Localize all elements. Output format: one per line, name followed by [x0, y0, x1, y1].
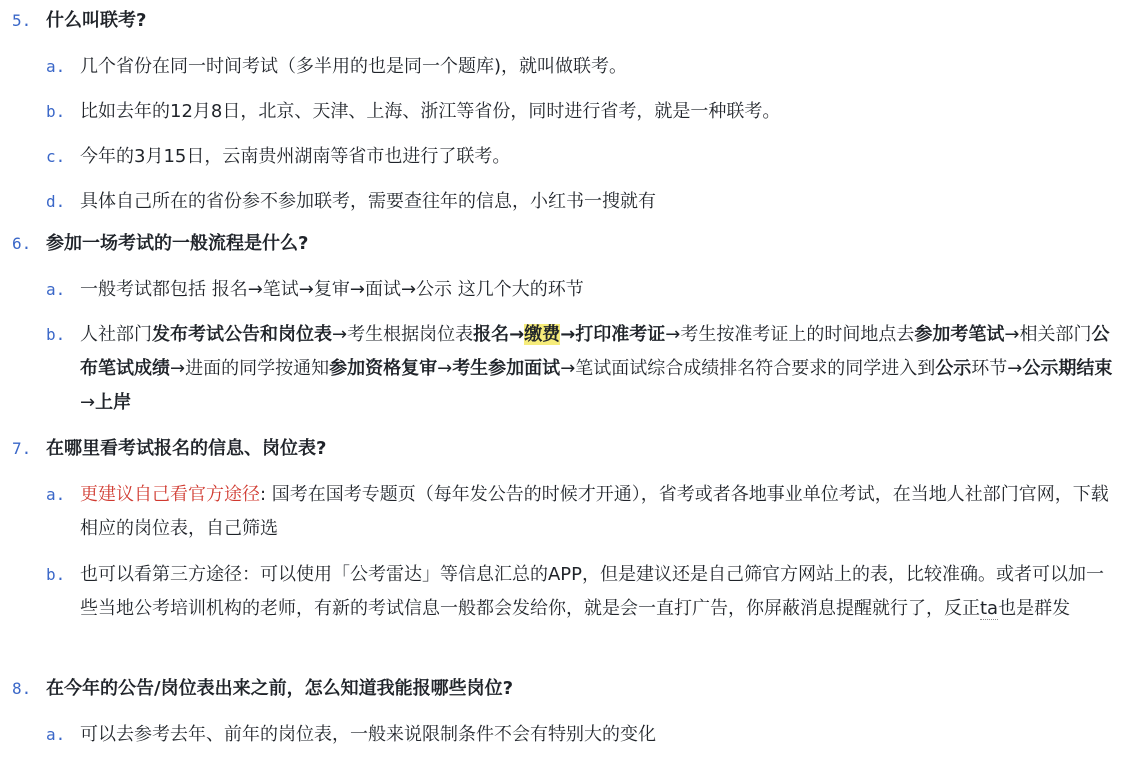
red-emphasis-text: 更建议自己看官方途径 — [80, 484, 260, 505]
list-letter: a. — [46, 485, 66, 504]
question-text: 在今年的公告/岗位表出来之前，怎么知道我能报哪些岗位? — [46, 678, 514, 699]
question-7 — [12, 432, 1126, 468]
list-item — [12, 273, 1126, 318]
question-8 — [12, 672, 1126, 708]
list-number: 6. — [12, 234, 32, 253]
flow-bold: 公布笔试成绩 — [80, 324, 1110, 379]
item-text-rest: : 国考在国考专题页（每年发公告的时候才开通），省考或者各地事业单位考试，在当地人社部门官网，下载相应的岗位表，自己筛选 — [80, 484, 1109, 539]
item-text: 具体自己所在的省份参不参加联考，需要查往年的信息，小红书一搜就有 — [80, 191, 656, 212]
flow-bold: 发布考试公告和岗位表 — [152, 324, 332, 345]
item-text — [80, 318, 1126, 420]
flow-text: →进面的同学按通知 — [170, 358, 330, 379]
item-text: 今年的3月15日，云南贵州湖南等省市也进行了联考。 — [80, 146, 511, 167]
list-number: 5. — [12, 11, 32, 30]
flow-bold: 参加资格复审 — [329, 358, 438, 379]
list-letter: b. — [46, 325, 66, 344]
flow-bold: 公示 — [935, 358, 972, 379]
list-item — [12, 140, 1126, 185]
flow-bold: 打印准考证 — [575, 324, 666, 345]
flow-text: → — [437, 358, 453, 379]
item-text: 可以去参考去年、前年的岗位表，一般来说限制条件不会有特别大的变化 — [80, 724, 656, 745]
flow-text: → — [80, 392, 96, 413]
question-text: 在哪里看考试报名的信息、岗位表? — [46, 438, 327, 459]
flow-bold: 参加考笔试 — [914, 324, 1005, 345]
list-letter: b. — [46, 565, 66, 584]
question-6 — [12, 227, 1126, 263]
list-item — [12, 318, 1126, 432]
list-letter: d. — [46, 192, 66, 211]
flow-text: 环节→ — [971, 358, 1023, 379]
question-5 — [12, 4, 1126, 40]
item-text — [80, 558, 1126, 626]
flow-text: →相关部门 — [1004, 324, 1092, 345]
flow-bold: 考生参加面试 — [452, 358, 561, 379]
list-item — [12, 558, 1126, 672]
flow-bold: 上岸 — [95, 392, 132, 413]
question-text: 参加一场考试的一般流程是什么? — [46, 233, 309, 254]
list-item — [12, 478, 1126, 558]
flow-arrow: → — [509, 324, 525, 345]
dotted-underlined-word: ta — [980, 598, 999, 619]
flow-text: →考生根据岗位表 — [332, 324, 474, 345]
flow-text: →考生按准考证上的时间地点去 — [665, 324, 915, 345]
question-text: 什么叫联考? — [46, 10, 147, 31]
list-letter: a. — [46, 57, 66, 76]
flow-text: 人社部门 — [80, 324, 152, 345]
list-letter: a. — [46, 280, 66, 299]
item-text-main: 也可以看第三方途径：可以使用「公考雷达」等信息汇总的APP，但是建议还是自己筛官方网站上的表，比较准确。或者可以加一些当地公考培训机构的老师，有新的考试信息一般都会发给你，就是会一直打广告，你屏蔽消息提醒就行了，反正 — [80, 564, 1105, 619]
list-number: 7. — [12, 439, 32, 458]
flow-bold: 公示期结束 — [1022, 358, 1113, 379]
list-item — [12, 50, 1126, 95]
highlighted-payment: 缴费 — [524, 324, 561, 345]
flow-bold: 报名 — [473, 324, 510, 345]
item-text-tail: 也是群发 — [998, 598, 1071, 619]
list-item — [12, 185, 1126, 227]
list-letter: b. — [46, 102, 66, 121]
item-text: 一般考试都包括 报名→笔试→复审→面试→公示 这几个大的环节 — [80, 279, 584, 300]
item-text — [80, 478, 1126, 546]
list-number: 8. — [12, 679, 32, 698]
list-letter: c. — [46, 147, 66, 166]
item-text: 比如去年的12月8日，北京、天津、上海、浙江等省份，同时进行省考，就是一种联考。 — [80, 101, 781, 122]
item-text: 几个省份在同一时间考试（多半用的也是同一个题库)，就叫做联考。 — [80, 56, 628, 77]
list-item — [12, 95, 1126, 140]
list-letter: a. — [46, 725, 66, 744]
list-item — [12, 718, 1126, 758]
flow-text: →笔试面试综合成绩排名符合要求的同学进入到 — [560, 358, 936, 379]
flow-arrow: → — [560, 324, 576, 345]
